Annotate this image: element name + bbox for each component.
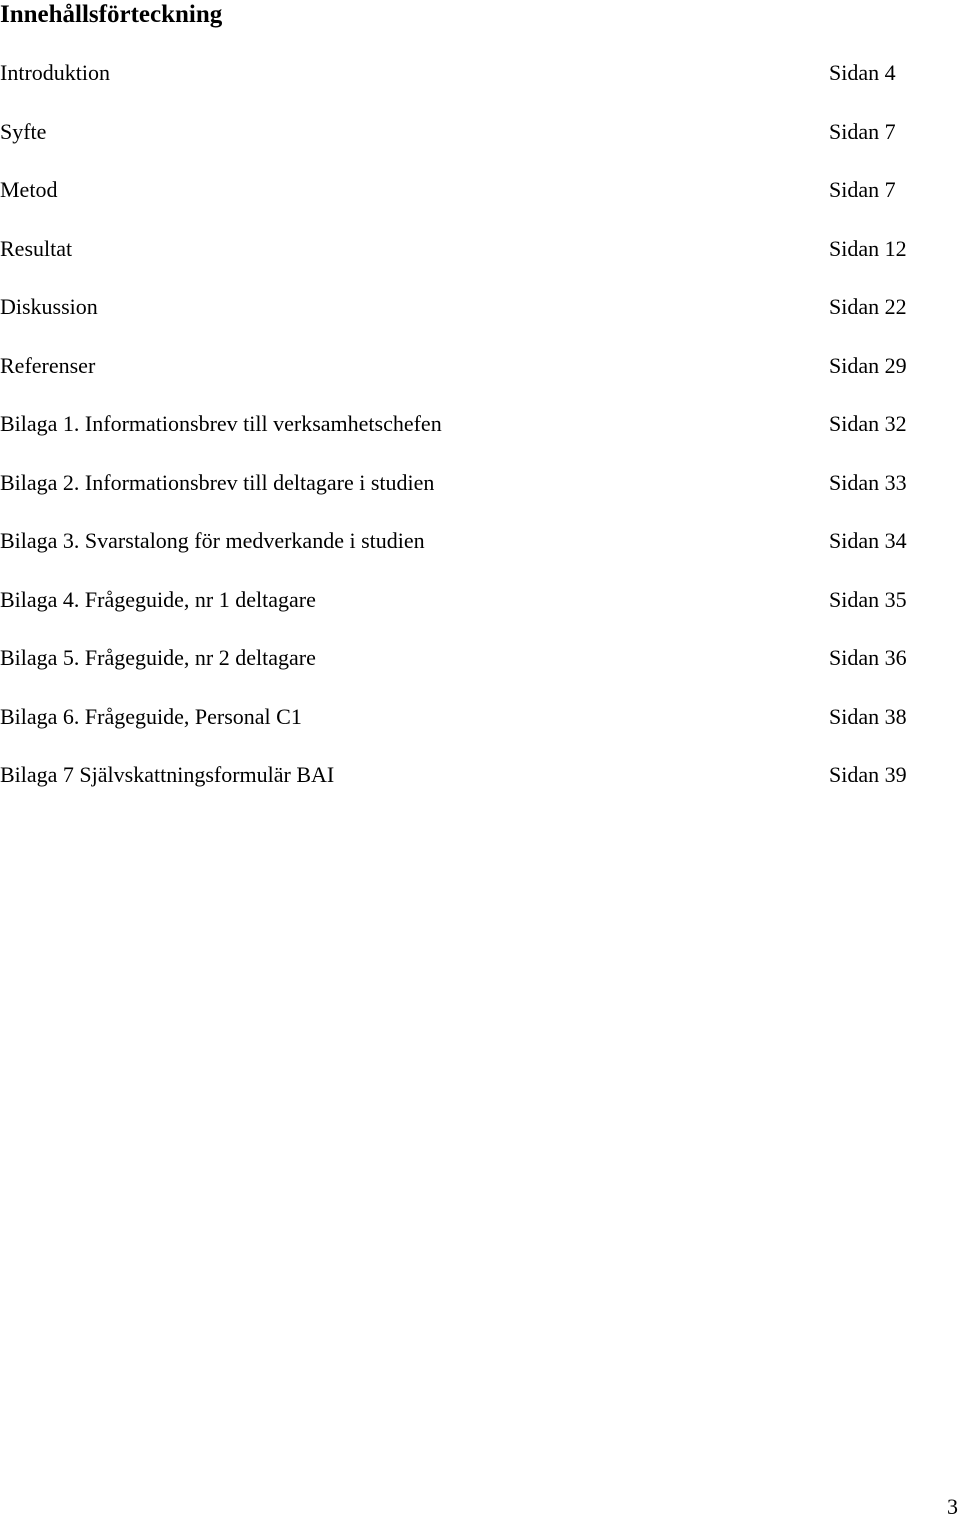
toc-entry-bilaga-3 [0, 526, 960, 585]
toc-entry-label: Resultat [0, 235, 73, 261]
toc-entry-page: Sidan 22 [829, 294, 907, 319]
toc-entry-bilaga-4 [0, 585, 960, 644]
toc-entry-label: Diskussion [0, 294, 98, 319]
toc-entry-label: Metod [0, 177, 58, 202]
toc-entry-page: Sidan 32 [829, 411, 907, 436]
toc-entry-diskussion [0, 292, 960, 351]
toc-entry-page: Sidan 33 [829, 469, 907, 495]
toc-entry-label: Bilaga 1. Informationsbrev till verksamhetschefen [0, 411, 442, 436]
toc-entry-page: Sidan 4 [829, 60, 896, 85]
page-number: 3 [947, 1494, 958, 1519]
toc-entry-resultat [0, 234, 960, 293]
toc-entry-bilaga-2 [0, 468, 960, 527]
toc-entry-bilaga-5 [0, 643, 960, 702]
toc-entry-label: Referenser [0, 352, 96, 378]
toc-entry-page: Sidan 36 [829, 645, 907, 670]
toc-entry-page: Sidan 12 [829, 235, 907, 261]
toc-entry-page: Sidan 7 [829, 177, 896, 202]
toc-entry-label: Bilaga 7 Självskattningsformulär BAI [0, 762, 335, 787]
toc-entry-page: Sidan 29 [829, 352, 907, 378]
toc-entry-referenser [0, 351, 960, 410]
toc-entry-page: Sidan 7 [829, 118, 896, 144]
toc-entry-label: Bilaga 6. Frågeguide, Personal C1 [0, 703, 302, 729]
toc-entry-page: Sidan 38 [829, 703, 907, 729]
toc-entry-label: Bilaga 5. Frågeguide, nr 2 deltagare [0, 645, 316, 670]
toc-entry-label: Bilaga 2. Informationsbrev till deltagare i studien [0, 469, 435, 495]
toc-entry-page: Sidan 34 [829, 528, 907, 553]
toc-entry-bilaga-6 [0, 702, 960, 761]
toc-entry-bilaga-1 [0, 409, 960, 468]
toc-entry-label: Introduktion [0, 60, 110, 85]
table-of-contents [0, 58, 960, 819]
toc-entry-label: Syfte [0, 118, 47, 144]
toc-entry-bilaga-7 [0, 760, 960, 819]
toc-entry-syfte [0, 117, 960, 176]
toc-entry-page: Sidan 39 [829, 762, 907, 787]
toc-entry-page: Sidan 35 [829, 586, 907, 612]
toc-entry-label: Bilaga 3. Svarstalong för medverkande i studien [0, 528, 425, 553]
toc-entry-introduktion [0, 58, 960, 117]
toc-entry-label: Bilaga 4. Frågeguide, nr 1 deltagare [0, 586, 316, 612]
toc-entry-metod [0, 175, 960, 234]
page-title: Innehållsförteckning [0, 1, 223, 28]
